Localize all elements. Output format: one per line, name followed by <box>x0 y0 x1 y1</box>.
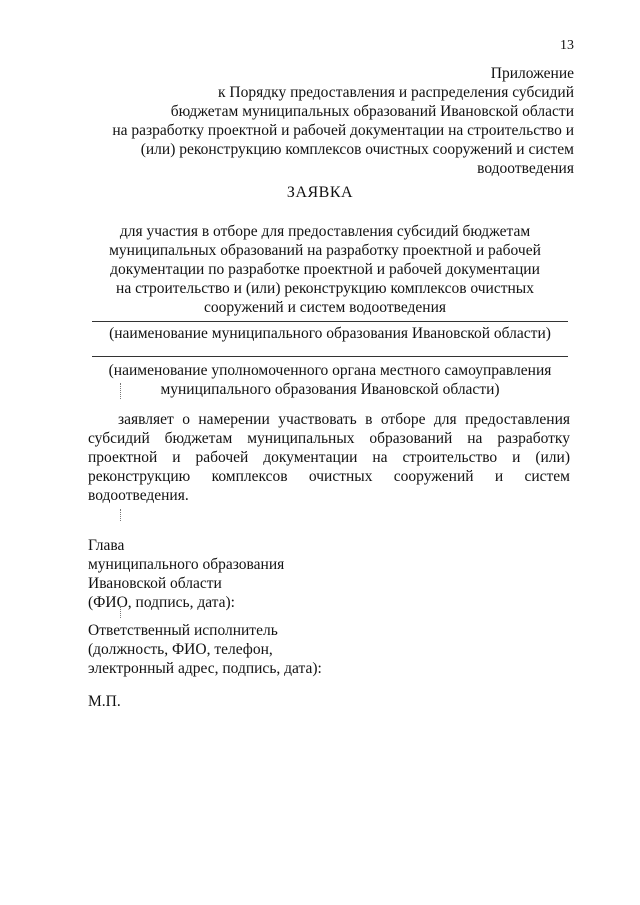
signature-line: Ивановской области <box>88 575 222 592</box>
signature-line: (должность, ФИО, телефон, <box>88 641 273 658</box>
subtitle-line: муниципальных образований на разработку проектной и рабочей <box>109 242 541 259</box>
subtitle-line: документации по разработке проектной и рабочей документации <box>110 261 540 278</box>
authority-name-field-line <box>92 356 568 357</box>
appendix-header <box>74 64 574 178</box>
signature-line: Глава <box>88 537 125 554</box>
page-number: 13 <box>560 38 574 53</box>
signature-line: муниципального образования <box>88 556 285 573</box>
caption-line: муниципального образования Ивановской области) <box>160 381 500 398</box>
signature-line: электронный адрес, подпись, дата): <box>88 660 322 677</box>
head-signature-block <box>88 536 388 612</box>
appendix-line: водоотведения <box>477 160 574 177</box>
appendix-line: (или) реконструкцию комплексов очистных сооружений и систем <box>140 141 574 158</box>
scan-mark <box>120 606 121 618</box>
appendix-line: на разработку проектной и рабочей документации на строительство и <box>112 122 574 139</box>
appendix-line: бюджетам муниципальных образований Ивановской области <box>170 103 574 120</box>
subtitle-line: сооружений и систем водоотведения <box>203 299 447 316</box>
subtitle-line: на строительство и (или) реконструкцию комплексов очистных <box>116 280 534 297</box>
municipality-name-caption: (наименование муниципального образования Ивановской области) <box>109 325 551 342</box>
statement-text: заявляет о намерении участвовать в отборе для предоставления субсидий бюджетам муниципальных образований на разработку проектной и рабочей документации на строительство и (или) реконструкцию комплексов очистных сооружений и систем водоотведения. <box>88 411 570 504</box>
signature-line: (ФИО, подпись, дата): <box>88 594 235 611</box>
document-subtitle <box>90 222 560 317</box>
scan-mark <box>120 383 121 399</box>
scan-mark <box>120 509 121 521</box>
authority-name-caption <box>92 361 568 399</box>
document-title: ЗАЯВКА <box>286 184 354 201</box>
subtitle-line: для участия в отборе для предоставления субсидий бюджетам <box>119 223 531 240</box>
signature-line: Ответственный исполнитель <box>88 622 278 639</box>
appendix-line: Приложение <box>490 65 574 82</box>
municipality-name-field-line <box>92 321 568 322</box>
appendix-line: к Порядку предоставления и распределения субсидий <box>218 84 574 101</box>
caption-line: (наименование уполномоченного органа местного самоуправления <box>108 362 552 379</box>
executor-signature-block <box>88 621 388 678</box>
stamp-place: М.П. <box>88 693 121 710</box>
application-statement <box>88 410 570 505</box>
